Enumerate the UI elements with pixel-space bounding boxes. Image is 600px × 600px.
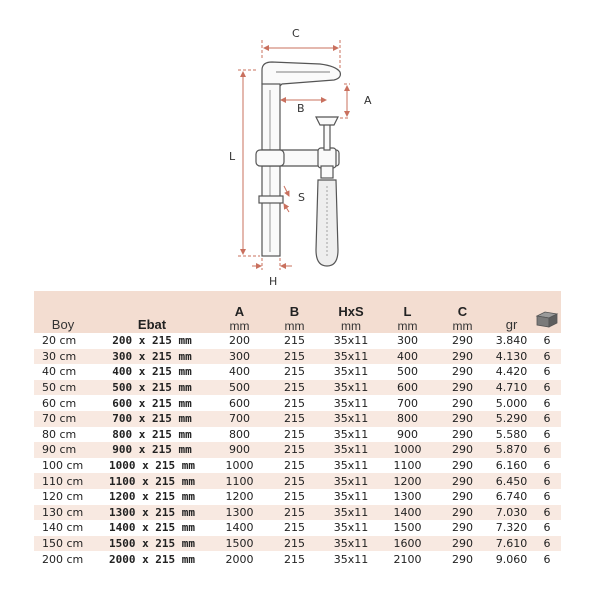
cell-pack: 6 [543, 349, 551, 363]
cell-boy: 200 cm [42, 552, 84, 566]
cell-ebat: 1200 x 215 mm [108, 490, 196, 504]
header-c: C mm [452, 304, 473, 333]
clamp-dimension-diagram [0, 0, 600, 290]
table-row [34, 473, 561, 489]
table-row [34, 411, 561, 427]
cell-boy: 20 cm [42, 334, 77, 348]
cell-pack: 6 [543, 334, 551, 348]
cell-boy: 120 cm [42, 490, 84, 504]
table-row [34, 489, 561, 505]
cell-pack: 6 [543, 443, 551, 457]
cell-hxs: 35x11 [333, 459, 369, 473]
cell-gr: 5.000 [495, 396, 528, 410]
cell-gr: 4.130 [495, 349, 528, 363]
cell-gr: 3.840 [495, 334, 528, 348]
cell-a: 1000 [225, 459, 254, 473]
cell-hxs: 35x11 [333, 490, 369, 504]
cell-l: 1100 [393, 459, 422, 473]
cell-gr: 7.320 [495, 521, 528, 535]
cell-l: 800 [397, 412, 418, 426]
cell-b: 215 [284, 474, 305, 488]
cell-ebat: 2000 x 215 mm [108, 552, 196, 566]
cell-boy: 70 cm [42, 412, 77, 426]
cell-a: 300 [229, 349, 250, 363]
cell-l: 900 [397, 427, 418, 441]
cell-c: 290 [452, 521, 473, 535]
table-row [34, 380, 561, 396]
cell-a: 500 [229, 381, 250, 395]
cell-c: 290 [452, 459, 473, 473]
dim-label-b: B [297, 102, 305, 115]
header-package [533, 291, 561, 333]
cell-b: 215 [284, 365, 305, 379]
cell-hxs: 35x11 [333, 443, 369, 457]
table-row [34, 427, 561, 443]
cell-pack: 6 [543, 521, 551, 535]
clamp-drawing [256, 62, 340, 266]
cell-pack: 6 [543, 365, 551, 379]
cell-c: 290 [452, 552, 473, 566]
table-row [34, 395, 561, 411]
cell-ebat: 600 x 215 mm [112, 396, 192, 410]
cell-boy: 100 cm [42, 459, 84, 473]
cell-ebat: 1100 x 215 mm [108, 474, 196, 488]
cell-gr: 5.290 [495, 412, 528, 426]
cell-l: 1200 [393, 474, 422, 488]
cell-c: 290 [452, 474, 473, 488]
box-icon [535, 309, 559, 329]
cell-c: 290 [452, 365, 473, 379]
dim-label-a: A [364, 94, 372, 107]
cell-b: 215 [284, 427, 305, 441]
cell-ebat: 300 x 215 mm [112, 349, 192, 363]
cell-pack: 6 [543, 537, 551, 551]
cell-ebat: 1500 x 215 mm [108, 537, 196, 551]
spec-table [34, 291, 561, 567]
cell-boy: 140 cm [42, 521, 84, 535]
cell-c: 290 [452, 490, 473, 504]
cell-ebat: 700 x 215 mm [112, 412, 192, 426]
cell-pack: 6 [543, 381, 551, 395]
cell-b: 215 [284, 334, 305, 348]
cell-l: 500 [397, 365, 418, 379]
cell-l: 1400 [393, 505, 422, 519]
cell-a: 1100 [225, 474, 254, 488]
table-row [34, 551, 561, 567]
cell-c: 290 [452, 443, 473, 457]
cell-l: 1300 [393, 490, 422, 504]
cell-ebat: 500 x 215 mm [112, 381, 192, 395]
cell-boy: 40 cm [42, 365, 77, 379]
dim-label-s: S [298, 191, 305, 204]
cell-a: 1500 [225, 537, 254, 551]
clamp-rail [262, 84, 280, 256]
cell-hxs: 35x11 [333, 412, 369, 426]
cell-pack: 6 [543, 474, 551, 488]
cell-gr: 5.580 [495, 427, 528, 441]
table-row [34, 364, 561, 380]
cell-b: 215 [284, 412, 305, 426]
cell-c: 290 [452, 427, 473, 441]
dim-label-c: C [292, 27, 300, 40]
cell-c: 290 [452, 349, 473, 363]
cell-b: 215 [284, 505, 305, 519]
cell-l: 700 [397, 396, 418, 410]
cell-gr: 7.030 [495, 505, 528, 519]
header-hxs: HxS mm [338, 304, 364, 333]
cell-b: 215 [284, 381, 305, 395]
cell-b: 215 [284, 537, 305, 551]
cell-a: 400 [229, 365, 250, 379]
cell-l: 2100 [393, 552, 422, 566]
cell-hxs: 35x11 [333, 365, 369, 379]
cell-c: 290 [452, 396, 473, 410]
cell-l: 1000 [393, 443, 422, 457]
cell-gr: 7.610 [495, 537, 528, 551]
cell-hxs: 35x11 [333, 396, 369, 410]
cell-ebat: 900 x 215 mm [112, 443, 192, 457]
cell-hxs: 35x11 [333, 521, 369, 535]
cell-l: 300 [397, 334, 418, 348]
cell-gr: 4.710 [495, 381, 528, 395]
cell-ebat: 800 x 215 mm [112, 427, 192, 441]
cell-hxs: 35x11 [333, 427, 369, 441]
cell-c: 290 [452, 412, 473, 426]
cell-hxs: 35x11 [333, 474, 369, 488]
cell-hxs: 35x11 [333, 505, 369, 519]
cell-gr: 6.450 [495, 474, 528, 488]
cell-ebat: 1400 x 215 mm [108, 521, 196, 535]
cell-hxs: 35x11 [333, 349, 369, 363]
cell-gr: 6.740 [495, 490, 528, 504]
cell-a: 900 [229, 443, 250, 457]
cell-b: 215 [284, 552, 305, 566]
header-boy: Boy [51, 317, 75, 332]
cell-hxs: 35x11 [333, 334, 369, 348]
cell-a: 200 [229, 334, 250, 348]
cell-c: 290 [452, 537, 473, 551]
table-row [34, 520, 561, 536]
cell-b: 215 [284, 490, 305, 504]
header-b: B mm [284, 304, 305, 333]
cell-b: 215 [284, 521, 305, 535]
cell-a: 1400 [225, 521, 254, 535]
cell-c: 290 [452, 381, 473, 395]
cell-l: 400 [397, 349, 418, 363]
cell-pack: 6 [543, 505, 551, 519]
cell-l: 1500 [393, 521, 422, 535]
cell-b: 215 [284, 349, 305, 363]
cell-boy: 150 cm [42, 537, 84, 551]
cell-l: 600 [397, 381, 418, 395]
cell-a: 1200 [225, 490, 254, 504]
cell-b: 215 [284, 443, 305, 457]
cell-boy: 80 cm [42, 427, 77, 441]
table-row [34, 349, 561, 365]
cell-a: 700 [229, 412, 250, 426]
table-row [34, 333, 561, 349]
cell-a: 800 [229, 427, 250, 441]
cell-b: 215 [284, 459, 305, 473]
cell-hxs: 35x11 [333, 552, 369, 566]
header-a: A mm [229, 304, 250, 333]
cell-boy: 60 cm [42, 396, 77, 410]
cell-boy: 90 cm [42, 443, 77, 457]
table-header-row [34, 291, 561, 333]
cell-pack: 6 [543, 396, 551, 410]
cell-hxs: 35x11 [333, 381, 369, 395]
cell-ebat: 1000 x 215 mm [108, 459, 196, 473]
table-row [34, 442, 561, 458]
cell-boy: 110 cm [42, 474, 84, 488]
cell-boy: 50 cm [42, 381, 77, 395]
cell-c: 290 [452, 334, 473, 348]
header-gr: gr [505, 317, 518, 332]
dim-label-l: L [229, 150, 236, 163]
table-row [34, 536, 561, 552]
cell-c: 290 [452, 505, 473, 519]
table-row [34, 505, 561, 521]
cell-ebat: 1300 x 215 mm [108, 505, 196, 519]
cell-pack: 6 [543, 427, 551, 441]
cell-a: 2000 [225, 552, 254, 566]
cell-pack: 6 [543, 552, 551, 566]
cell-b: 215 [284, 396, 305, 410]
header-l: L mm [397, 304, 418, 333]
cell-boy: 30 cm [42, 349, 77, 363]
cell-pack: 6 [543, 490, 551, 504]
cell-hxs: 35x11 [333, 537, 369, 551]
dim-label-h: H [269, 275, 278, 288]
cell-gr: 4.420 [495, 365, 528, 379]
cell-gr: 6.160 [495, 459, 528, 473]
clamp-pad [316, 117, 338, 125]
cell-boy: 130 cm [42, 505, 84, 519]
cell-pack: 6 [543, 459, 551, 473]
cell-l: 1600 [393, 537, 422, 551]
cell-pack: 6 [543, 412, 551, 426]
cell-a: 600 [229, 396, 250, 410]
cell-a: 1300 [225, 505, 254, 519]
cell-ebat: 400 x 215 mm [112, 365, 192, 379]
cell-gr: 5.870 [495, 443, 528, 457]
cell-gr: 9.060 [495, 552, 528, 566]
header-ebat: Ebat [137, 317, 167, 332]
cell-ebat: 200 x 215 mm [112, 334, 192, 348]
table-row [34, 458, 561, 474]
